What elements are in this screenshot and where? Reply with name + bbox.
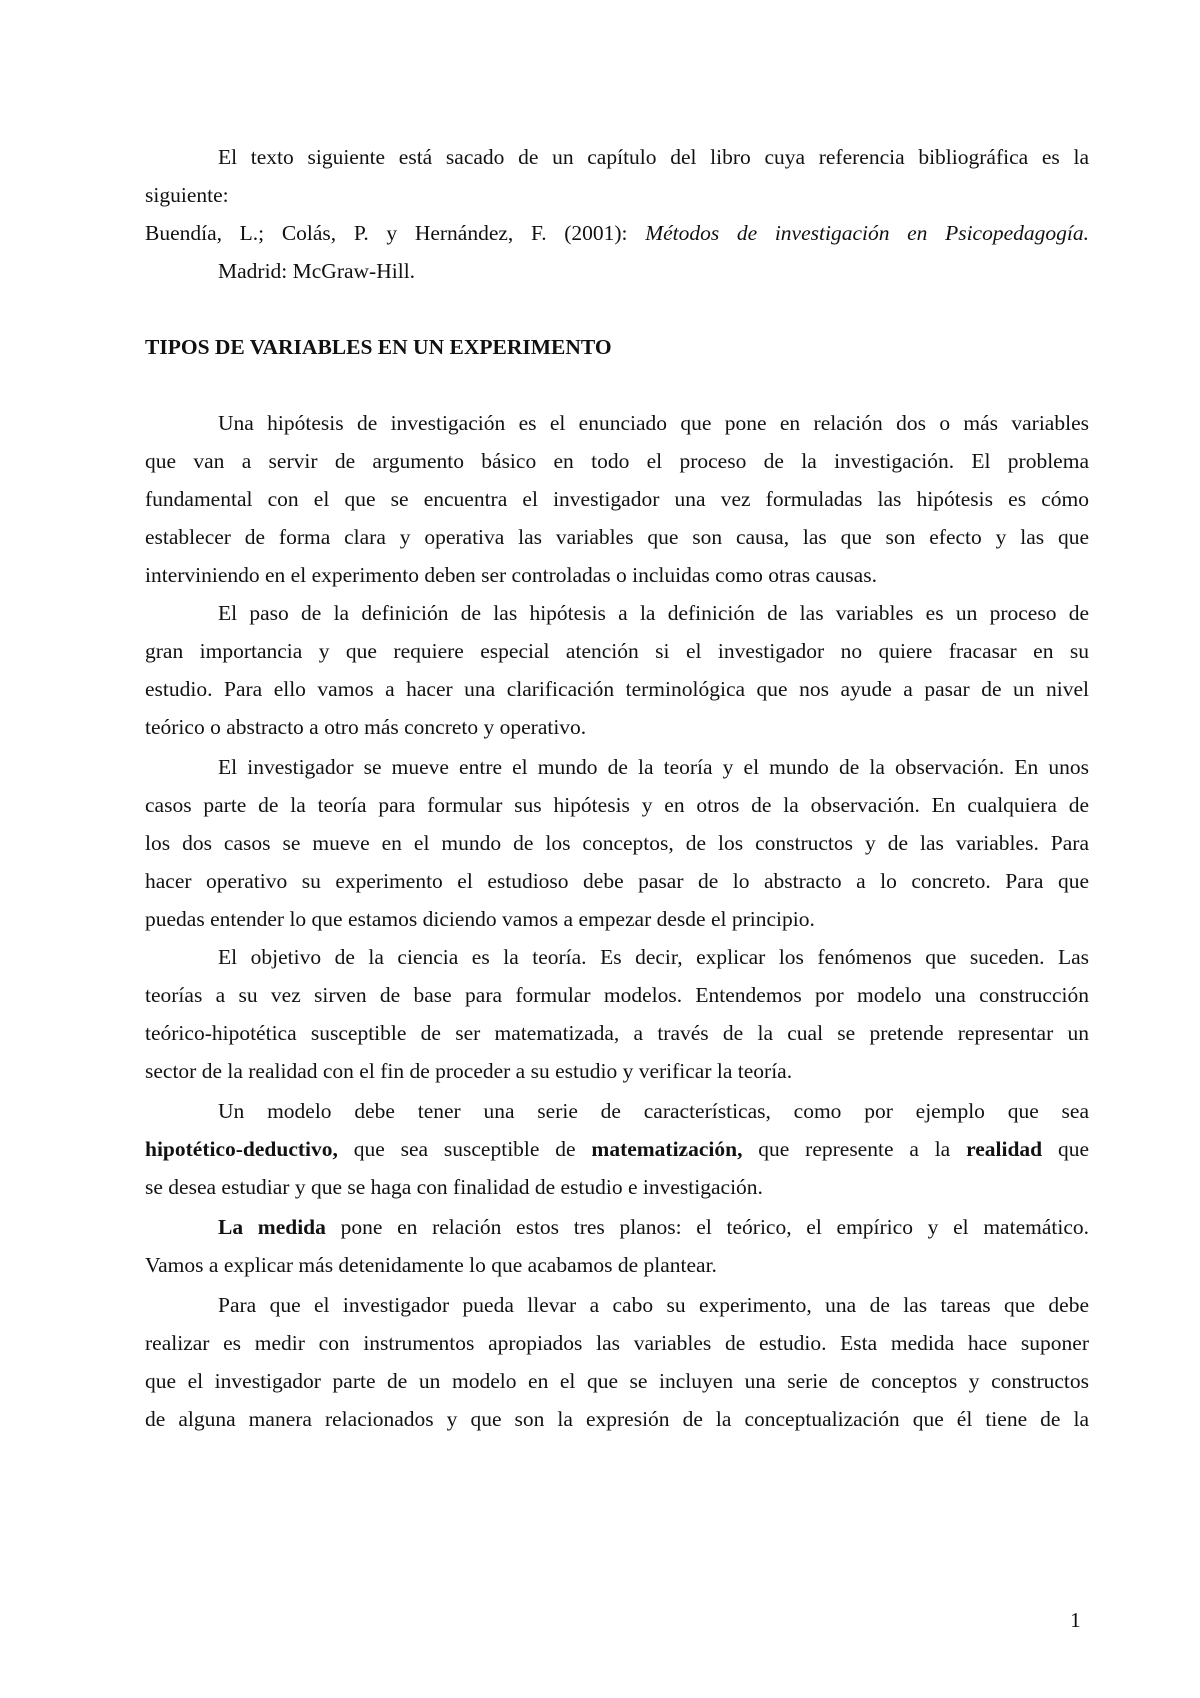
text-run: que — [1042, 1137, 1090, 1161]
paragraph-2-line: gran importancia y que requiere especial atención si el investigador no quiere fracasar en su — [145, 639, 1089, 663]
bold-term: hipotético-deductivo, — [145, 1137, 338, 1161]
paragraph-4-line: El objetivo de la ciencia es la teoría. Es decir, explicar los fenómenos que suceden. Las — [218, 945, 1089, 969]
text-run: pone en relación estos tres planos: el teórico, el empírico y el matemático. — [325, 1215, 1089, 1239]
paragraph-7-line: Para que el investigador pueda llevar a cabo su experimento, una de las tareas que debe — [218, 1293, 1089, 1317]
paragraph-1-line: fundamental con el que se encuentra el investigador una vez formuladas las hipótesis es cómo — [145, 487, 1089, 511]
reference-title: Métodos de investigación en Psicopedagogía. — [645, 221, 1089, 245]
bold-term: realidad — [966, 1137, 1043, 1161]
paragraph-1-line: establecer de forma clara y operativa las variables que son causa, las que son efecto y las que — [145, 525, 1089, 549]
paragraph-5-line: Un modelo debe tener una serie de características, como por ejemplo que sea — [218, 1099, 1089, 1123]
reference-publisher: Madrid: McGraw-Hill. — [218, 259, 416, 283]
section-heading: TIPOS DE VARIABLES EN UN EXPERIMENTO — [145, 335, 612, 359]
intro-line-1: El texto siguiente está sacado de un capítulo del libro cuya referencia bibliográfica es la — [218, 145, 1089, 169]
paragraph-1-line: Una hipótesis de investigación es el enunciado que pone en relación dos o más variables — [218, 411, 1089, 435]
bold-term: matematización, — [591, 1137, 743, 1161]
paragraph-2-line: teórico o abstracto a otro más concreto y operativo. — [145, 715, 587, 739]
reference-line — [145, 219, 1089, 247]
paragraph-4-line: teórico-hipotética susceptible de ser matematizada, a través de la cual se pretende representar un — [145, 1021, 1089, 1045]
paragraph-6-line: Vamos a explicar más detenidamente lo que acabamos de plantear. — [145, 1253, 717, 1277]
paragraph-7-line: que el investigador parte de un modelo en el que se incluyen una serie de conceptos y constructos — [145, 1369, 1089, 1393]
paragraph-3-line: El investigador se mueve entre el mundo de la teoría y el mundo de la observación. En unos — [218, 755, 1089, 779]
paragraph-3-line: hacer operativo su experimento el estudioso debe pasar de lo abstracto a lo concreto. Para que — [145, 869, 1089, 893]
paragraph-5-line: se desea estudiar y que se haga con finalidad de estudio e investigación. — [145, 1175, 763, 1199]
paragraph-3-line: los dos casos se mueve en el mundo de los conceptos, de los constructos y de las variables. Para — [145, 831, 1089, 855]
paragraph-6-line — [218, 1213, 1089, 1241]
bold-term: La medida — [218, 1215, 326, 1239]
page-number: 1 — [1070, 1608, 1081, 1632]
paragraph-5-line — [145, 1135, 1089, 1163]
reference-authors: Buendía, L.; Colás, P. y Hernández, F. (2001): — [145, 221, 628, 245]
paragraph-2-line: estudio. Para ello vamos a hacer una clarificación terminológica que nos ayude a pasar de un nivel — [145, 677, 1089, 701]
text-run: que represente a la — [742, 1137, 967, 1161]
paragraph-1-line: interviniendo en el experimento deben ser controladas o incluidas como otras causas. — [145, 563, 877, 587]
paragraph-4-line: sector de la realidad con el fin de proceder a su estudio y verificar la teoría. — [145, 1059, 793, 1083]
paragraph-1-line: que van a servir de argumento básico en todo el proceso de la investigación. El problema — [145, 449, 1089, 473]
paragraph-7-line: realizar es medir con instrumentos apropiados las variables de estudio. Esta medida hace suponer — [145, 1331, 1089, 1355]
text-run: que sea susceptible de — [337, 1137, 592, 1161]
paragraph-2-line: El paso de la definición de las hipótesis a la definición de las variables es un proceso de — [218, 601, 1089, 625]
paragraph-3-line: casos parte de la teoría para formular sus hipótesis y en otros de la observación. En cualquiera de — [145, 793, 1089, 817]
paragraph-4-line: teorías a su vez sirven de base para formular modelos. Entendemos por modelo una construcción — [145, 983, 1089, 1007]
paragraph-7-line: de alguna manera relacionados y que son la expresión de la conceptualización que él tiene de la — [145, 1407, 1089, 1431]
paragraph-3-line: puedas entender lo que estamos diciendo vamos a empezar desde el principio. — [145, 907, 815, 931]
intro-line-2: siguiente: — [145, 183, 229, 207]
